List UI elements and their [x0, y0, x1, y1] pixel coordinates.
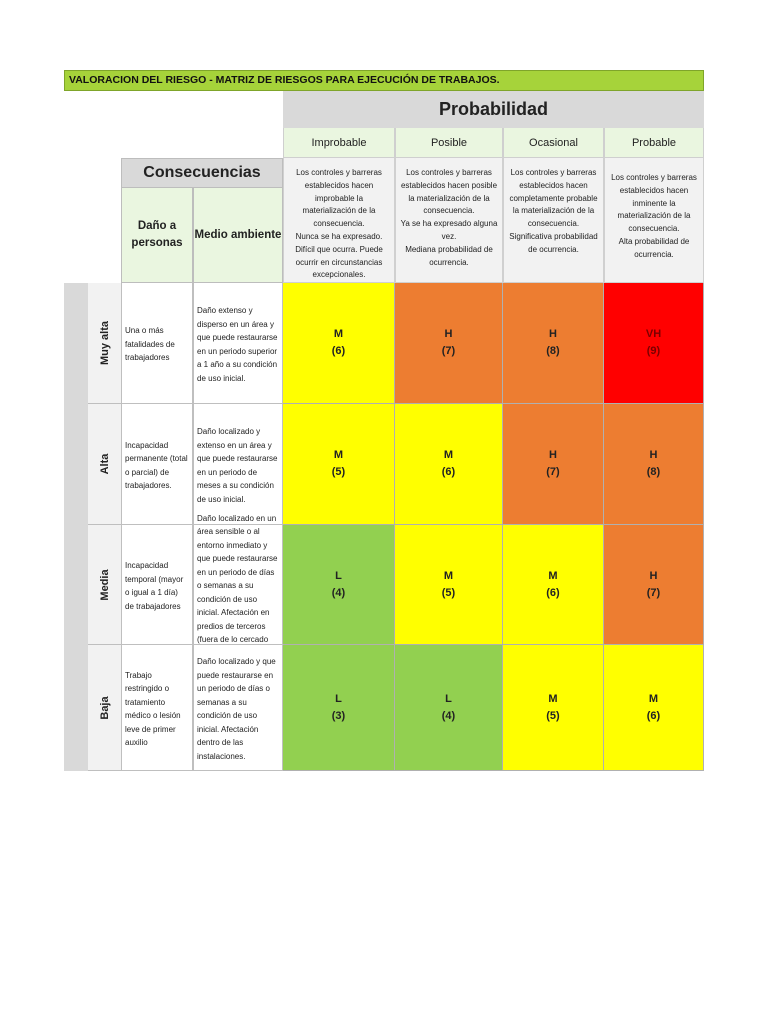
risk-level: M — [333, 449, 344, 461]
severity-row-baja — [88, 645, 121, 771]
prob-desc-posible: Los controles y barreras establecidos hacen posible la materialización de la consecuencia. Ya se ha expresado alguna vez. Mediana probabilidad de ocurrencia. — [395, 158, 503, 283]
severity-strip — [64, 283, 88, 771]
risk-level: M — [648, 692, 659, 705]
risk-cell — [604, 525, 704, 645]
risk-level: L — [335, 692, 342, 705]
people-damage-text: Incapacidad permanente (total o parcial) de trabajadores. — [121, 404, 193, 525]
risk-cell — [283, 525, 395, 645]
risk-level: H — [649, 449, 658, 461]
risk-cell — [283, 645, 395, 771]
risk-cell — [503, 404, 604, 525]
risk-score: (5) — [331, 466, 346, 478]
prob-desc-probable: Los controles y barreras establecidos hacen inminente la materialización de la consecuencia. Alta probabilidad de ocurrencia. — [604, 158, 704, 283]
environment-text: Daño localizado y que puede restaurarse en un periodo de días o semanas a su condición de uso inicial. Afectación dentro de las instalaciones. — [193, 645, 283, 771]
prob-col-improbable: Improbable — [283, 128, 395, 158]
people-damage-header: Daño a personas — [121, 188, 193, 283]
risk-cell — [503, 283, 604, 404]
risk-level: H — [549, 449, 557, 461]
environment-header: Medio ambiente — [193, 188, 283, 283]
people-damage-text: Incapacidad temporal (mayor o igual a 1 día) de trabajadores — [121, 525, 193, 645]
risk-cell — [503, 645, 604, 771]
severity-row-muy-alta — [88, 283, 121, 404]
risk-level: L — [445, 692, 452, 705]
risk-score: (5) — [546, 709, 560, 722]
environment-text: Daño localizado y extenso en un área y que puede restaurarse en un periodo de meses a su condición de uso inicial. — [193, 404, 283, 525]
risk-score: (7) — [441, 345, 456, 357]
risk-score: (5) — [441, 586, 456, 599]
severity-row-alta — [88, 404, 121, 525]
prob-col-probable: Probable — [604, 128, 704, 158]
matrix-title: VALORACION DEL RIESGO - MATRIZ DE RIESGOS PARA EJECUCIÓN DE TRABAJOS. — [64, 70, 704, 91]
risk-score: (6) — [646, 709, 661, 722]
risk-cell — [503, 525, 604, 645]
risk-level: H — [549, 328, 557, 340]
environment-text: área sensible o al entorno inmediato y que puede restaurarse en un periodo de días o semanas a su condición de uso inicial. Afectación en predios de terceros (fuera de lo cercado — [193, 525, 283, 645]
risk-score: (4) — [441, 709, 456, 722]
risk-level: VH — [645, 328, 662, 340]
risk-level: M — [548, 569, 558, 582]
risk-score: (7) — [546, 466, 560, 478]
severity-label: Baja — [98, 695, 111, 720]
prob-desc-ocasional: Los controles y barreras establecidos hacen completamente probable la materialización de la consecuencia. Significativa probabilidad de ocurrencia. — [503, 158, 604, 283]
risk-level: H — [649, 569, 658, 582]
severity-label: Muy alta — [98, 320, 111, 366]
severity-label: Media — [98, 568, 111, 601]
risk-cell — [283, 404, 395, 525]
prob-col-posible: Posible — [395, 128, 503, 158]
risk-score: (6) — [546, 586, 560, 599]
probability-header: Probabilidad — [283, 91, 704, 128]
risk-score: (6) — [331, 345, 346, 357]
risk-cell — [604, 404, 704, 525]
risk-cell — [395, 645, 503, 771]
risk-cell — [604, 645, 704, 771]
risk-level: H — [444, 328, 453, 340]
risk-score: (3) — [331, 709, 346, 722]
risk-score: (4) — [331, 586, 346, 599]
severity-row-media — [88, 525, 121, 645]
risk-cell — [395, 404, 503, 525]
people-damage-text: Trabajo restringido o tratamiento médico o lesión leve de primer auxilio — [121, 645, 193, 771]
risk-level: M — [443, 449, 454, 461]
risk-cell — [395, 283, 503, 404]
environment-text: Daño extenso y disperso en un área y que puede restaurarse en un periodo superior a 1 año a su condición de uso inicial. — [193, 283, 283, 404]
risk-score: (9) — [646, 345, 661, 357]
prob-desc-improbable: Los controles y barreras establecidos hacen improbable la materialización de la consecuencia. Nunca se ha expresado. Difícil que ocurra. Puede ocurrir en circunstancias excepcionales. — [283, 158, 395, 283]
risk-score: (8) — [546, 345, 560, 357]
risk-level: M — [548, 692, 558, 705]
risk-score: (7) — [646, 586, 661, 599]
risk-score: (8) — [646, 466, 661, 478]
risk-cell — [395, 525, 503, 645]
severity-label: Alta — [98, 453, 111, 475]
people-damage-text: Una o más fatalidades de trabajadores — [121, 283, 193, 404]
risk-level: M — [443, 569, 454, 582]
consequences-header: Consecuencias — [121, 158, 283, 188]
risk-score: (6) — [441, 466, 456, 478]
risk-cell — [604, 283, 704, 404]
risk-cell — [283, 283, 395, 404]
risk-level: L — [335, 569, 342, 582]
prob-col-ocasional: Ocasional — [503, 128, 604, 158]
risk-level: M — [333, 328, 344, 340]
